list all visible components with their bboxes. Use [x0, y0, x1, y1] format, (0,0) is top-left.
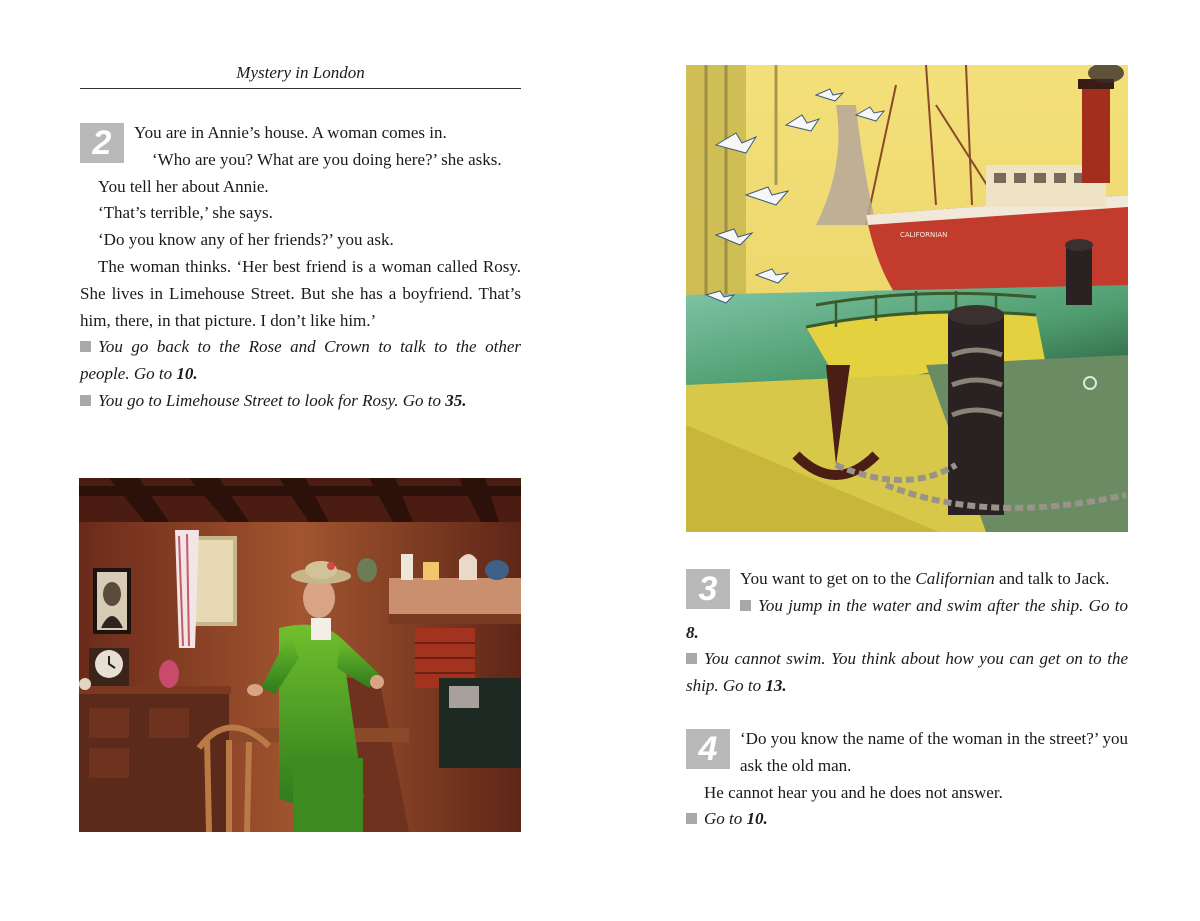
choice-target: 10.	[746, 809, 768, 829]
section-number-badge: 4	[686, 729, 730, 769]
choice-option[interactable]	[80, 388, 521, 415]
choice-text: You go to Limehouse Street to look for Rosy. Go to	[98, 390, 446, 410]
square-bullet-icon	[686, 653, 697, 664]
choice-text: You go back to the Rose and Crown to talk to the other people. Go to	[80, 337, 521, 384]
section-text-line: ‘That’s terrible,’ she says.	[98, 203, 273, 223]
choice-target: 10.	[176, 364, 198, 384]
section-3	[686, 566, 1128, 700]
section-4	[686, 726, 1128, 833]
choice-text: You cannot swim. You think about how you can get on to the ship. Go to	[686, 649, 1128, 696]
dockside-illustration	[686, 65, 1128, 532]
section-text-line: You tell her about Annie.	[98, 176, 269, 196]
choice-option[interactable]	[686, 806, 1128, 833]
choice-target: 13.	[765, 676, 787, 696]
square-bullet-icon	[740, 600, 751, 611]
section-number-badge: 2	[80, 123, 124, 163]
square-bullet-icon	[686, 813, 697, 824]
running-head: Mystery in London	[236, 63, 365, 82]
square-bullet-icon	[80, 341, 91, 352]
right-page	[600, 0, 1200, 921]
section-2	[80, 120, 521, 415]
section-text-line: You are in Annie’s house. A woman comes in.	[134, 123, 447, 142]
header-rule	[80, 88, 521, 89]
choice-target: 8.	[686, 622, 699, 642]
section-text-paragraph	[686, 566, 1128, 593]
choice-option[interactable]	[686, 593, 1128, 647]
section-text: You want to get on to the	[740, 569, 916, 588]
section-text-line: He cannot hear you and he does not answer.	[704, 782, 1003, 802]
choice-option[interactable]	[686, 646, 1128, 700]
ship-name: Californian	[915, 569, 995, 588]
section-text-line: ‘Who are you? What are you doing here?’ she asks.	[152, 149, 502, 169]
choice-option[interactable]	[80, 334, 521, 388]
ship-hull-name: CALIFORNIAN	[900, 231, 948, 239]
choice-text: Go to	[704, 809, 747, 829]
square-bullet-icon	[80, 395, 91, 406]
section-text-paragraph: The woman thinks. ‘Her best friend is a woman called Rosy. She lives in Limehouse Street. But she has a boyfriend. That’s him, there, in that picture. I don’t like him.’	[80, 256, 521, 330]
section-number-badge: 3	[686, 569, 730, 609]
section-text: and talk to Jack.	[994, 569, 1110, 588]
choice-target: 35.	[445, 390, 467, 410]
parlour-illustration	[79, 478, 521, 832]
choice-text: You jump in the water and swim after the ship. Go to	[758, 595, 1128, 615]
section-text-line: ‘Do you know any of her friends?’ you ask.	[98, 230, 394, 250]
section-text-paragraph: ‘Do you know the name of the woman in the street?’ you ask the old man.	[740, 729, 1128, 775]
